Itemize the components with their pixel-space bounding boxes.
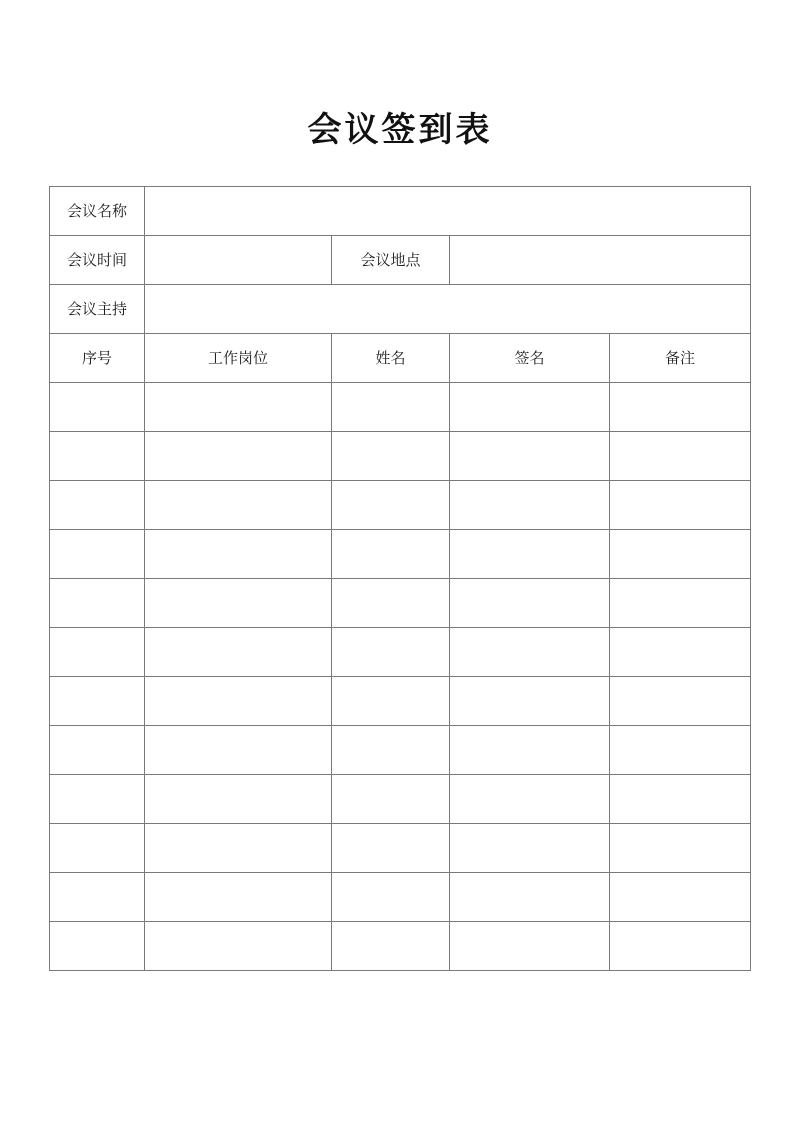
- meeting-place-label: 会议地点: [332, 236, 450, 285]
- remarks-cell[interactable]: [610, 383, 751, 432]
- index-cell[interactable]: [50, 873, 145, 922]
- column-header-row: [50, 334, 751, 383]
- name-cell[interactable]: [332, 579, 450, 628]
- position-cell[interactable]: [145, 824, 332, 873]
- position-cell[interactable]: [145, 481, 332, 530]
- signature-cell[interactable]: [450, 922, 610, 971]
- index-cell[interactable]: [50, 824, 145, 873]
- remarks-cell[interactable]: [610, 726, 751, 775]
- signature-cell[interactable]: [450, 481, 610, 530]
- signature-cell[interactable]: [450, 677, 610, 726]
- remarks-cell[interactable]: [610, 677, 751, 726]
- signature-cell[interactable]: [450, 579, 610, 628]
- meeting-place-field[interactable]: [450, 236, 751, 285]
- position-cell[interactable]: [145, 922, 332, 971]
- position-cell[interactable]: [145, 432, 332, 481]
- signature-cell[interactable]: [450, 873, 610, 922]
- meeting-host-row: [50, 285, 751, 334]
- position-cell[interactable]: [145, 726, 332, 775]
- table-row: [50, 922, 751, 971]
- table-row: [50, 775, 751, 824]
- meeting-time-field[interactable]: [145, 236, 332, 285]
- remarks-cell[interactable]: [610, 579, 751, 628]
- meeting-name-label: 会议名称: [50, 187, 145, 236]
- column-header-remarks: 备注: [610, 334, 751, 383]
- index-cell[interactable]: [50, 677, 145, 726]
- signature-cell[interactable]: [450, 383, 610, 432]
- position-cell[interactable]: [145, 775, 332, 824]
- name-cell[interactable]: [332, 530, 450, 579]
- remarks-cell[interactable]: [610, 922, 751, 971]
- name-cell[interactable]: [332, 873, 450, 922]
- remarks-cell[interactable]: [610, 530, 751, 579]
- name-cell[interactable]: [332, 628, 450, 677]
- sign-in-table: [49, 186, 751, 971]
- remarks-cell[interactable]: [610, 873, 751, 922]
- index-cell[interactable]: [50, 530, 145, 579]
- name-cell[interactable]: [332, 922, 450, 971]
- column-header-signature: 签名: [450, 334, 610, 383]
- name-cell[interactable]: [332, 824, 450, 873]
- meeting-time-row: [50, 236, 751, 285]
- index-cell[interactable]: [50, 922, 145, 971]
- table-row: [50, 432, 751, 481]
- position-cell[interactable]: [145, 873, 332, 922]
- index-cell[interactable]: [50, 579, 145, 628]
- column-header-position: 工作岗位: [145, 334, 332, 383]
- remarks-cell[interactable]: [610, 775, 751, 824]
- sign-in-table-body: [50, 187, 751, 971]
- meeting-host-label: 会议主持: [50, 285, 145, 334]
- name-cell[interactable]: [332, 383, 450, 432]
- index-cell[interactable]: [50, 726, 145, 775]
- name-cell[interactable]: [332, 432, 450, 481]
- page-title: 会议签到表: [307, 110, 493, 150]
- name-cell[interactable]: [332, 677, 450, 726]
- position-cell[interactable]: [145, 628, 332, 677]
- table-row: [50, 677, 751, 726]
- signature-cell[interactable]: [450, 530, 610, 579]
- index-cell[interactable]: [50, 383, 145, 432]
- remarks-cell[interactable]: [610, 628, 751, 677]
- table-row: [50, 579, 751, 628]
- meeting-name-row: [50, 187, 751, 236]
- table-row: [50, 530, 751, 579]
- remarks-cell[interactable]: [610, 432, 751, 481]
- index-cell[interactable]: [50, 481, 145, 530]
- table-row: [50, 873, 751, 922]
- table-row: [50, 824, 751, 873]
- index-cell[interactable]: [50, 432, 145, 481]
- column-header-index: 序号: [50, 334, 145, 383]
- signature-cell[interactable]: [450, 628, 610, 677]
- name-cell[interactable]: [332, 726, 450, 775]
- table-row: [50, 383, 751, 432]
- signature-cell[interactable]: [450, 726, 610, 775]
- index-cell[interactable]: [50, 775, 145, 824]
- signature-cell[interactable]: [450, 775, 610, 824]
- remarks-cell[interactable]: [610, 481, 751, 530]
- index-cell[interactable]: [50, 628, 145, 677]
- name-cell[interactable]: [332, 775, 450, 824]
- table-row: [50, 481, 751, 530]
- remarks-cell[interactable]: [610, 824, 751, 873]
- position-cell[interactable]: [145, 383, 332, 432]
- meeting-time-label: 会议时间: [50, 236, 145, 285]
- position-cell[interactable]: [145, 677, 332, 726]
- meeting-name-field[interactable]: [145, 187, 751, 236]
- table-row: [50, 628, 751, 677]
- signature-cell[interactable]: [450, 432, 610, 481]
- signature-cell[interactable]: [450, 824, 610, 873]
- table-row: [50, 726, 751, 775]
- meeting-host-field[interactable]: [145, 285, 751, 334]
- column-header-name: 姓名: [332, 334, 450, 383]
- position-cell[interactable]: [145, 579, 332, 628]
- position-cell[interactable]: [145, 530, 332, 579]
- name-cell[interactable]: [332, 481, 450, 530]
